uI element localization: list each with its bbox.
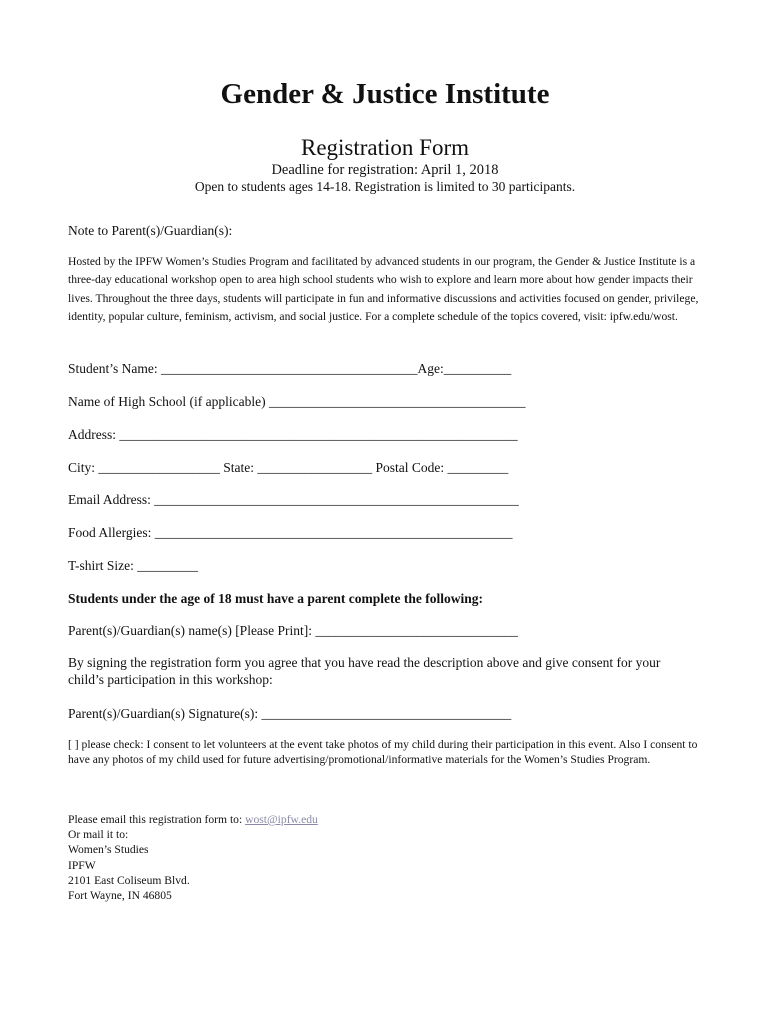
registration-deadline: Deadline for registration: April 1, 2018 (271, 162, 499, 178)
address-field[interactable]: Address: ___________________________________________________________ (68, 427, 518, 442)
photo-consent-checkbox[interactable]: [ ] please check: I consent to let volunteers at the event take photos of my child during their participation in this event. Also I consent to have any photos of my child used for future advertising/promotional/informative materials for the Women’s Studies Program. (68, 738, 698, 767)
consent-statement: By signing the registration form you agree that you have read the description above and give consent for your child’s participation in this workshop: (68, 655, 661, 687)
program-description: Hosted by the IPFW Women’s Studies Program and facilitated by advanced students in our program, the Gender & Justice Institute is a three-day educational workshop open to area high school students who wish to explore and learn more about how gender impacts their lives. Throughout the three days, students will participate in fun and informative discussions and activities focused on gender, privilege, identity, popular culture, feminism, activism, and social justice. For a complete schedule of the topics covered, visit: ipfw.edu/wost. (68, 255, 699, 323)
city-state-zip-field[interactable]: City: __________________ State: _________________ Postal Code: _________ (68, 460, 509, 475)
email-instruction (68, 812, 318, 827)
mail-intro: Or mail it to: (68, 828, 129, 842)
contact-block (68, 812, 318, 903)
email-link[interactable]: wost@ipfw.edu (245, 813, 318, 826)
parent-section-heading: Students under the age of 18 must have a parent complete the following: (68, 591, 483, 606)
student-name-field[interactable]: Student’s Name: ______________________________________Age:__________ (68, 361, 512, 376)
email-field[interactable]: Email Address: ______________________________________________________ (68, 492, 519, 507)
address-line-3: 2101 East Coliseum Blvd. (68, 873, 190, 887)
parent-name-field[interactable]: Parent(s)/Guardian(s) name(s) [Please Print]: ______________________________ (68, 623, 518, 638)
eligibility-note: Open to students ages 14-18. Registration is limited to 30 participants. (194, 179, 576, 194)
food-allergies-field[interactable]: Food Allergies: _____________________________________________________ (68, 525, 513, 540)
address-line-2: IPFW (68, 858, 96, 872)
tshirt-size-field[interactable]: T-shirt Size: _________ (68, 558, 198, 573)
email-prefix: Please email this registration form to: (68, 813, 246, 826)
parent-signature-field[interactable]: Parent(s)/Guardian(s) Signature(s): _____________________________________ (68, 706, 512, 721)
high-school-field[interactable]: Name of High School (if applicable) ______________________________________ (68, 394, 526, 409)
form-subtitle: Registration Form (300, 135, 470, 160)
page-title: Gender & Justice Institute (220, 78, 550, 110)
address-line-4: Fort Wayne, IN 46805 (68, 889, 172, 903)
note-heading: Note to Parent(s)/Guardian(s): (68, 223, 233, 238)
address-line-1: Women’s Studies (68, 843, 149, 857)
